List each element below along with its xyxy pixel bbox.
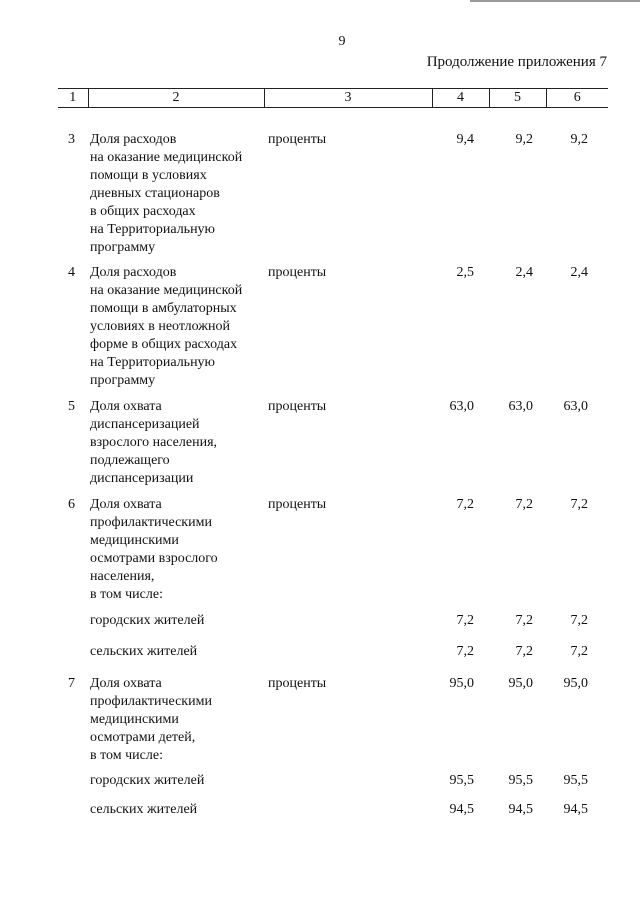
row-number: 6 <box>68 497 75 512</box>
value-col-5: 9,2 <box>515 132 533 147</box>
description-line: Доля расходов <box>90 132 177 147</box>
column-header-5: 5 <box>489 89 546 108</box>
description-line: осмотрами детей, <box>90 730 196 745</box>
description-line: программу <box>90 373 156 388</box>
row-description <box>90 496 270 604</box>
description-line: медицинскими <box>90 712 179 727</box>
value-col-4: 2,5 <box>456 265 474 280</box>
description-line: на оказание медицинской <box>90 150 243 165</box>
value-col-6: 7,2 <box>570 497 588 512</box>
row-description <box>90 675 270 765</box>
row-description <box>90 398 270 488</box>
value-col-6: 63,0 <box>563 399 588 414</box>
column-header-2: 2 <box>88 89 264 108</box>
row-number: 4 <box>68 265 75 280</box>
column-header-1: 1 <box>58 89 88 108</box>
page-number: 9 <box>338 34 346 49</box>
value-col-5: 63,0 <box>508 399 533 414</box>
description-line: помощи в амбулаторных <box>90 301 237 316</box>
description-line: взрослого населения, <box>90 435 218 450</box>
value-col-5: 7,2 <box>515 497 533 512</box>
description-line: сельских жителей <box>90 802 198 817</box>
description-line: Доля охвата <box>90 676 162 691</box>
description-line: на Территориальную <box>90 222 216 237</box>
row-description <box>90 801 270 819</box>
column-header-table <box>58 88 608 108</box>
row-unit: проценты <box>268 265 327 280</box>
description-line: профилактическими <box>90 515 212 530</box>
value-col-4: 95,5 <box>449 773 474 788</box>
row-description <box>90 772 270 790</box>
value-col-4: 94,5 <box>449 802 474 817</box>
description-line: осмотрами взрослого <box>90 551 218 566</box>
value-col-4: 7,2 <box>456 644 474 659</box>
description-line: профилактическими <box>90 694 212 709</box>
description-line: подлежащего <box>90 453 170 468</box>
value-col-5: 7,2 <box>515 613 533 628</box>
description-line: городских жителей <box>90 613 205 628</box>
description-line: программу <box>90 240 156 255</box>
description-line: диспансеризацией <box>90 417 200 432</box>
column-header-row <box>58 89 608 108</box>
row-number: 7 <box>68 676 75 691</box>
description-line: в том числе: <box>90 587 163 602</box>
value-col-4: 9,4 <box>456 132 474 147</box>
value-col-6: 7,2 <box>570 613 588 628</box>
row-unit: проценты <box>268 497 327 512</box>
description-line: Доля охвата <box>90 399 162 414</box>
description-line: диспансеризации <box>90 471 194 486</box>
value-col-6: 7,2 <box>570 644 588 659</box>
description-line: помощи в условиях <box>90 168 207 183</box>
description-line: населения, <box>90 569 155 584</box>
row-description <box>90 612 270 630</box>
column-header-3: 3 <box>264 89 432 108</box>
row-description <box>90 264 270 390</box>
row-unit: проценты <box>268 132 327 147</box>
value-col-6: 95,0 <box>563 676 588 691</box>
description-line: городских жителей <box>90 773 205 788</box>
description-line: в общих расходах <box>90 204 196 219</box>
continuation-title: Продолжение приложения 7 <box>426 54 607 70</box>
description-line: сельских жителей <box>90 644 198 659</box>
value-col-4: 7,2 <box>456 497 474 512</box>
value-col-4: 7,2 <box>456 613 474 628</box>
value-col-5: 95,5 <box>508 773 533 788</box>
description-line: медицинскими <box>90 533 179 548</box>
row-unit: проценты <box>268 676 327 691</box>
value-col-6: 2,4 <box>570 265 588 280</box>
description-line: в том числе: <box>90 748 163 763</box>
row-number: 5 <box>68 399 75 414</box>
value-col-6: 95,5 <box>563 773 588 788</box>
value-col-4: 95,0 <box>449 676 474 691</box>
description-line: на оказание медицинской <box>90 283 243 298</box>
column-header-4: 4 <box>432 89 489 108</box>
value-col-5: 94,5 <box>508 802 533 817</box>
description-line: форме в общих расходах <box>90 337 238 352</box>
description-line: дневных стационаров <box>90 186 220 201</box>
row-unit: проценты <box>268 399 327 414</box>
value-col-5: 2,4 <box>515 265 533 280</box>
description-line: Доля охвата <box>90 497 162 512</box>
value-col-6: 9,2 <box>570 132 588 147</box>
description-line: условиях в неотложной <box>90 319 230 334</box>
value-col-5: 95,0 <box>508 676 533 691</box>
column-header-6: 6 <box>546 89 608 108</box>
description-line: на Территориальную <box>90 355 216 370</box>
row-description <box>90 131 270 257</box>
row-description <box>90 643 270 661</box>
value-col-4: 63,0 <box>449 399 474 414</box>
value-col-5: 7,2 <box>515 644 533 659</box>
top-rule <box>470 0 640 2</box>
description-line: Доля расходов <box>90 265 177 280</box>
value-col-6: 94,5 <box>563 802 588 817</box>
row-number: 3 <box>68 132 75 147</box>
